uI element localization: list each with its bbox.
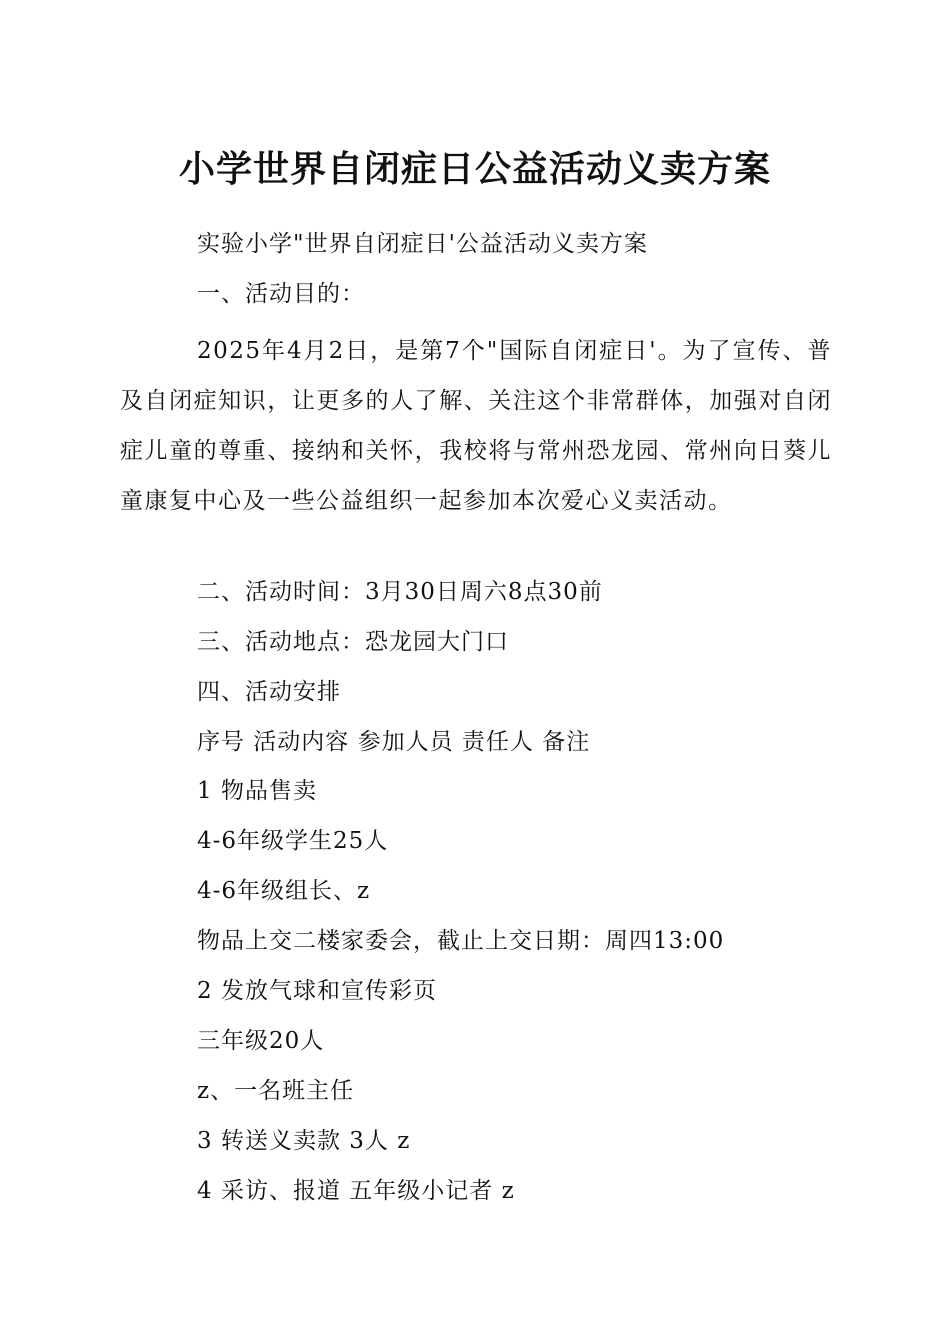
- section-heading-purpose: 一、活动目的：: [197, 281, 365, 307]
- arrangement-row: 物品上交二楼家委会，截止上交日期：周四13:00: [197, 928, 725, 954]
- arrangement-row: 三年级20人: [197, 1028, 325, 1054]
- arrangement-row: 2 发放气球和宣传彩页: [197, 978, 437, 1004]
- section-time: 二、活动时间：3月30日周六8点30前: [197, 579, 603, 605]
- arrangement-row: z、一名班主任: [197, 1078, 355, 1104]
- section-heading-arrangement: 四、活动安排: [197, 679, 341, 705]
- document-subtitle: 实验小学"世界自闭症日'公益活动义卖方案: [197, 231, 648, 257]
- arrangement-row: 4-6年级学生25人: [197, 828, 389, 854]
- arrangement-row: 1 物品售卖: [197, 778, 317, 804]
- arrangement-row: 4 采访、报道 五年级小记者 z: [197, 1178, 515, 1204]
- purpose-paragraph: 2025年4月2日，是第7个"国际自闭症日'。为了宣传、普及自闭症知识，让更多的人了解、关注这个非常群体，加强对自闭症儿童的尊重、接纳和关怀，我校将与常州恐龙园、常州向日葵儿童康复中心及一些公益组织一起参加本次爱心义卖活动。: [120, 338, 832, 514]
- arrangement-row: 4-6年级组长、z: [197, 878, 371, 904]
- document-title: 小学世界自闭症日公益活动义卖方案: [178, 149, 771, 190]
- section-location: 三、活动地点：恐龙园大门口: [197, 629, 509, 655]
- arrangement-row: 3 转送义卖款 3人 z: [197, 1128, 411, 1154]
- arrangement-table-header: 序号 活动内容 参加人员 责任人 备注: [197, 729, 591, 755]
